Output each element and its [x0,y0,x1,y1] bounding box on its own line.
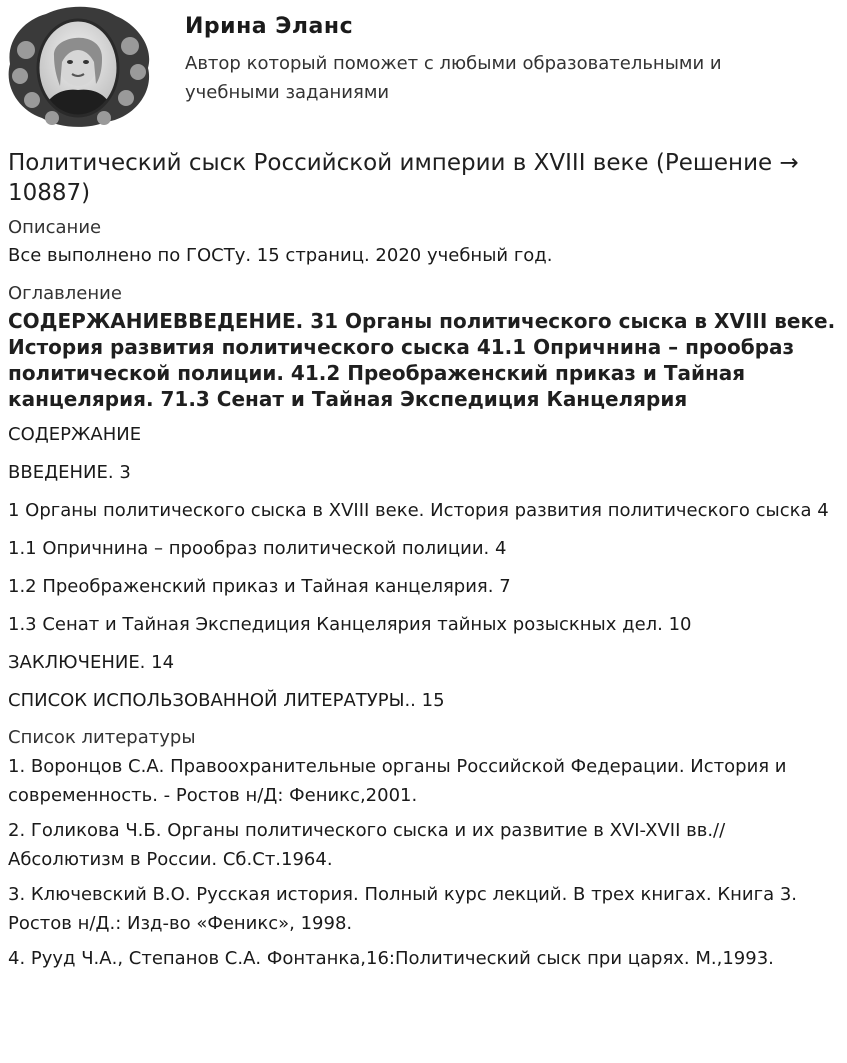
toc-item: ЗАКЛЮЧЕНИЕ. 14 [8,652,175,673]
work-title: Политический сыск Российской империи в XVIII веке (Решение → 10887) [8,150,799,206]
toc-list [8,420,840,715]
author-avatar[interactable] [6,6,152,128]
toc-item: СПИСОК ИСПОЛЬЗОВАННОЙ ЛИТЕРАТУРЫ.. 15 [8,690,445,711]
literature-item: 1. Воронцов С.А. Правоохранительные органы Российской Федерации. История и современность. - Ростов н/Д: Феникс,2001. [8,756,787,806]
work-description: Все выполнено по ГОСТу. 15 страниц. 2020 учебный год. [8,245,553,266]
toc-item: 1.2 Преображенский приказ и Тайная канцелярия. 7 [8,576,511,597]
toc-item: 1.3 Сенат и Тайная Экспедиция Канцелярия тайных розыскных дел. 10 [8,614,692,635]
literature-list [8,752,840,973]
author-card [0,0,847,130]
literature-label: Список литературы [8,727,196,748]
work-content [8,148,840,979]
toc-item: ВВЕДЕНИЕ. 3 [8,462,131,483]
description-label: Описание [8,217,102,238]
toc-item: 1.1 Опричнина – прообраз политической полиции. 4 [8,538,507,559]
toc-item: СОДЕРЖАНИЕ [8,424,142,445]
toc-summary: СОДЕРЖАНИЕВВЕДЕНИЕ. 31 Органы политического сыска в XVIII веке. История развития политического сыска 41.1 Опричнина – прообраз политической полиции. 41.2 Преображенский приказ и Тайная канцелярия. 71.3 Сенат и Тайная Экспедиция Канцелярия [8,309,836,411]
literature-item: 2. Голикова Ч.Б. Органы политического сыска и их развитие в XVI-XVII вв.// Абсолютизм в России. Сб.Ст.1964. [8,820,726,870]
author-description: Автор который поможет с любыми образовательными и учебными заданиями [185,53,722,103]
toc-label: Оглавление [8,283,122,304]
literature-item: 4. Рууд Ч.А., Степанов С.А. Фонтанка,16:Политический сыск при царях. М.,1993. [8,948,774,969]
toc-item: 1 Органы политического сыска в XVIII веке. История развития политического сыска 4 [8,500,829,521]
literature-item: 3. Ключевский В.О. Русская история. Полный курс лекций. В трех книгах. Книга 3. Ростов н/Д.: Изд-во «Феникс», 1998. [8,884,798,934]
author-name[interactable]: Ирина Эланс [185,14,354,39]
avatar-image [6,6,152,128]
